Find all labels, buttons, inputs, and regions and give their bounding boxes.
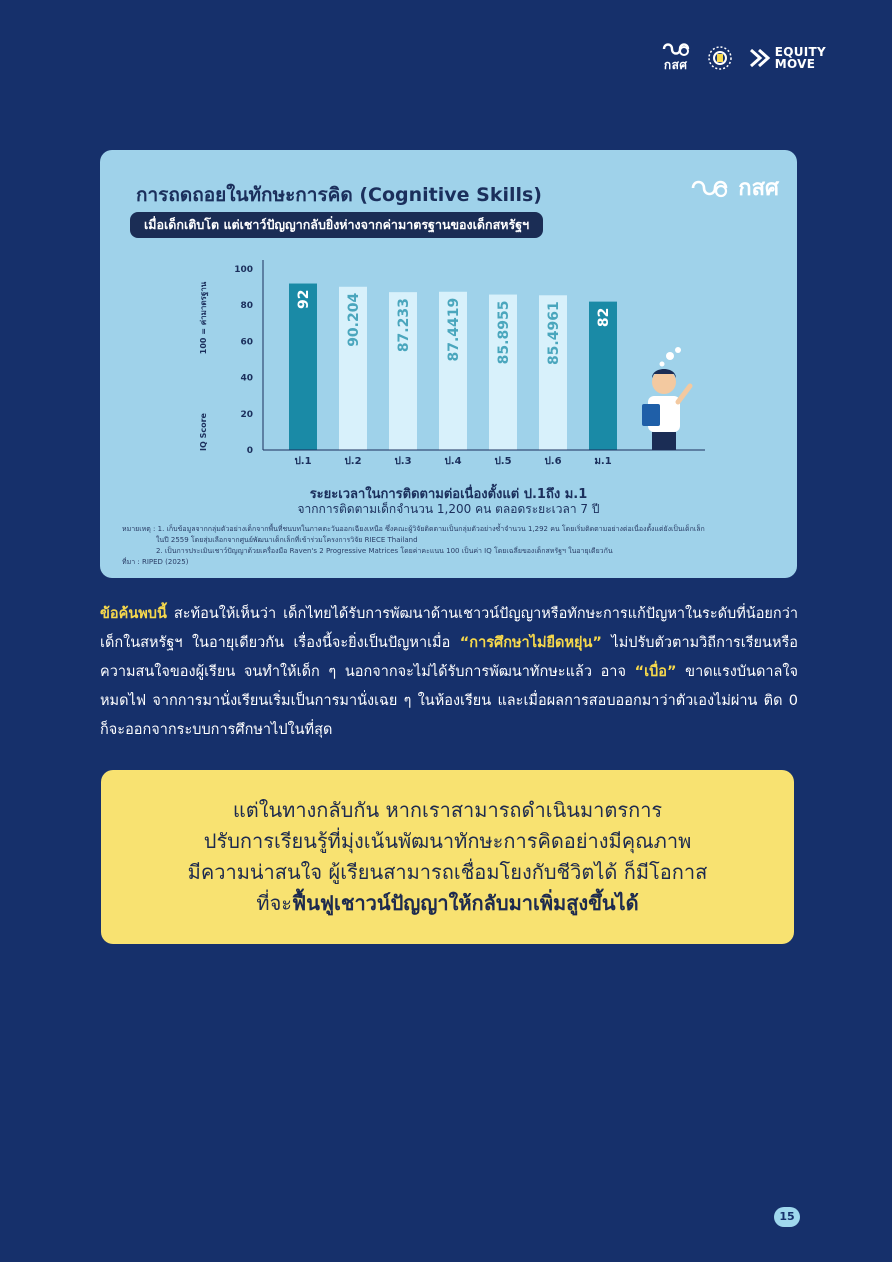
kss-logo-text: กสศ <box>663 58 688 72</box>
x-tick-label: ป.5 <box>494 456 512 467</box>
kss-brand-icon <box>690 176 732 200</box>
body-lead: ข้อค้นพบนี้ <box>100 606 167 622</box>
x-tick-label: ป.6 <box>544 456 562 467</box>
bar-value-label: 90.204 <box>346 292 362 347</box>
callout-line-4b: ฟื้นฟูเชาวน์ปัญญาให้กลับมาเพิ่มสูงขึ้นได้ <box>292 891 639 915</box>
body-highlight-2: “เบื่อ” <box>634 664 677 680</box>
callout-line-4a: ที่จะ <box>256 891 293 915</box>
callout-line-2: ปรับการเรียนรู้ที่มุ่งเน้นพัฒนาทักษะการคิดอย่างมีคุณภาพ <box>203 829 692 853</box>
note-1b: ในปี 2559 โดยสุ่มเลือกจากศูนย์พัฒนาเด็กเล็กที่เข้าร่วมโครงการวิจัย RIECE Thailand <box>156 536 418 544</box>
y-axis-label-standard: 100 = ค่ามาตรฐาน <box>199 281 208 355</box>
body-text-1: สะท้อนให้เห็นว่า เด็กไทยได้รับการพัฒนาด้านเชาวน์ปัญญาหรือทักษะการแก้ปัญหาในระดับที่น้อยกว่าเด็กในสหรัฐฯ ในอายุเดียวกัน เรื่องนี้จะยิ่งเป็นปัญหาเมื่อ <box>100 606 798 651</box>
body-text-2: ไม่ปรับตัวตามวิถีการเรียนหรือความสนใจของผู้เรียน จนทำให้เด็ก ๆ นอกจากจะไม่ได้รับการพัฒนาทักษะแล้ว อาจ <box>100 635 798 680</box>
header-logos <box>661 40 826 75</box>
body-text-3: ขาดแรงบันดาลใจ หมดไฟ จากการมานั่งเรียนเริ่มเป็นการมานั่งเฉย ๆ ในห้องเรียน และเมื่อผลการสอบออกมาว่าตัวเองไม่ผ่าน ติด 0 ก็จะออกจากระบบการศึกษาไปในที่สุด <box>100 664 798 738</box>
kss-logo <box>661 40 691 75</box>
page-number: 15 <box>774 1207 800 1227</box>
x-tick-label: ป.4 <box>444 456 462 467</box>
x-tick-label: ป.2 <box>344 456 362 467</box>
infographic-notes <box>122 524 782 568</box>
x-tick-label: ป.1 <box>294 456 312 467</box>
bar-value-label: 87.4419 <box>446 297 462 362</box>
y-tick-label: 20 <box>240 409 253 420</box>
y-tick-label: 100 <box>234 265 253 276</box>
body-paragraph <box>100 600 798 745</box>
callout-line-1: แต่ในทางกลับกัน หากเราสามารถดำเนินมาตรการ <box>232 798 663 822</box>
note-source: ที่มา : RIPED (2025) <box>122 558 189 566</box>
x-axis-subtitle: จากการติดตามเด็กจำนวน 1,200 คน ตลอดระยะเวลา 7 ปี <box>297 502 600 516</box>
partner-emblem-icon <box>705 43 735 73</box>
equity-line1: EQUITY <box>774 44 826 59</box>
bar-value-label: 85.4961 <box>546 301 562 366</box>
bar-value-label: 85.8955 <box>496 300 512 365</box>
callout-line-4 <box>256 888 638 919</box>
note-1: หมายเหตุ : 1. เก็บข้อมูลจากกลุ่มตัวอย่างเด็กจากพื้นที่ชนบทในภาคตะวันออกเฉียงเหนือ ซึ่งคณะผู้วิจัยติดตามเป็นกลุ่มตัวอย่างซ้ำจำนวน 1,292 คน โดยเริ่มติดตามอย่างต่อเนื่องตั้งแต่ยังเป็นเด็กเล็ก <box>122 525 705 533</box>
x-tick-label: ป.3 <box>394 456 412 467</box>
y-tick-label: 80 <box>240 301 253 312</box>
equity-chevron-icon <box>749 47 771 69</box>
callout-box <box>101 770 794 944</box>
y-tick-label: 40 <box>240 373 253 384</box>
equity-line2: MOVE <box>774 56 816 71</box>
infographic-brand-text: กสศ <box>738 176 779 201</box>
bar-value-label: 92 <box>296 289 312 310</box>
infographic-subtitle: เมื่อเด็กเติบโต แต่เชาว์ปัญญากลับยิ่งห่างจากค่ามาตรฐานของเด็กสหรัฐฯ <box>130 212 543 238</box>
y-tick-label: 0 <box>246 446 253 456</box>
infographic-card <box>100 150 797 578</box>
bar-value-label: 82 <box>596 307 612 328</box>
y-tick-label: 60 <box>240 337 253 348</box>
equity-move-logo <box>749 46 826 70</box>
body-highlight-1: “การศึกษาไม่ยืดหยุ่น” <box>459 635 602 651</box>
bar-value-label: 87.233 <box>396 298 412 353</box>
callout-line-3: มีความน่าสนใจ ผู้เรียนสามารถเชื่อมโยงกับชีวิตได้ ก็มีโอกาส <box>187 860 708 884</box>
x-axis-title: ระยะเวลาในการติดตามต่อเนื่องตั้งแต่ ป.1ถึง ม.1 <box>309 487 588 502</box>
student-illustration <box>642 347 690 450</box>
infographic-title: การถดถอยในทักษะการคิด (Cognitive Skills) <box>136 184 542 206</box>
infographic-brand <box>690 170 779 205</box>
x-tick-label: ม.1 <box>594 456 612 467</box>
y-axis-label-iq: IQ Score <box>199 413 208 451</box>
iq-bar-chart <box>100 250 797 480</box>
note-2: 2. เป็นการประเมินเชาว์ปัญญาด้วยเครื่องมือ Raven's 2 Progressive Matrices โดยค่าคะแนน 100 เป็นค่า IQ โดยเฉลี่ยของเด็กสหรัฐฯ ในอายุเดียวกัน <box>156 547 613 555</box>
